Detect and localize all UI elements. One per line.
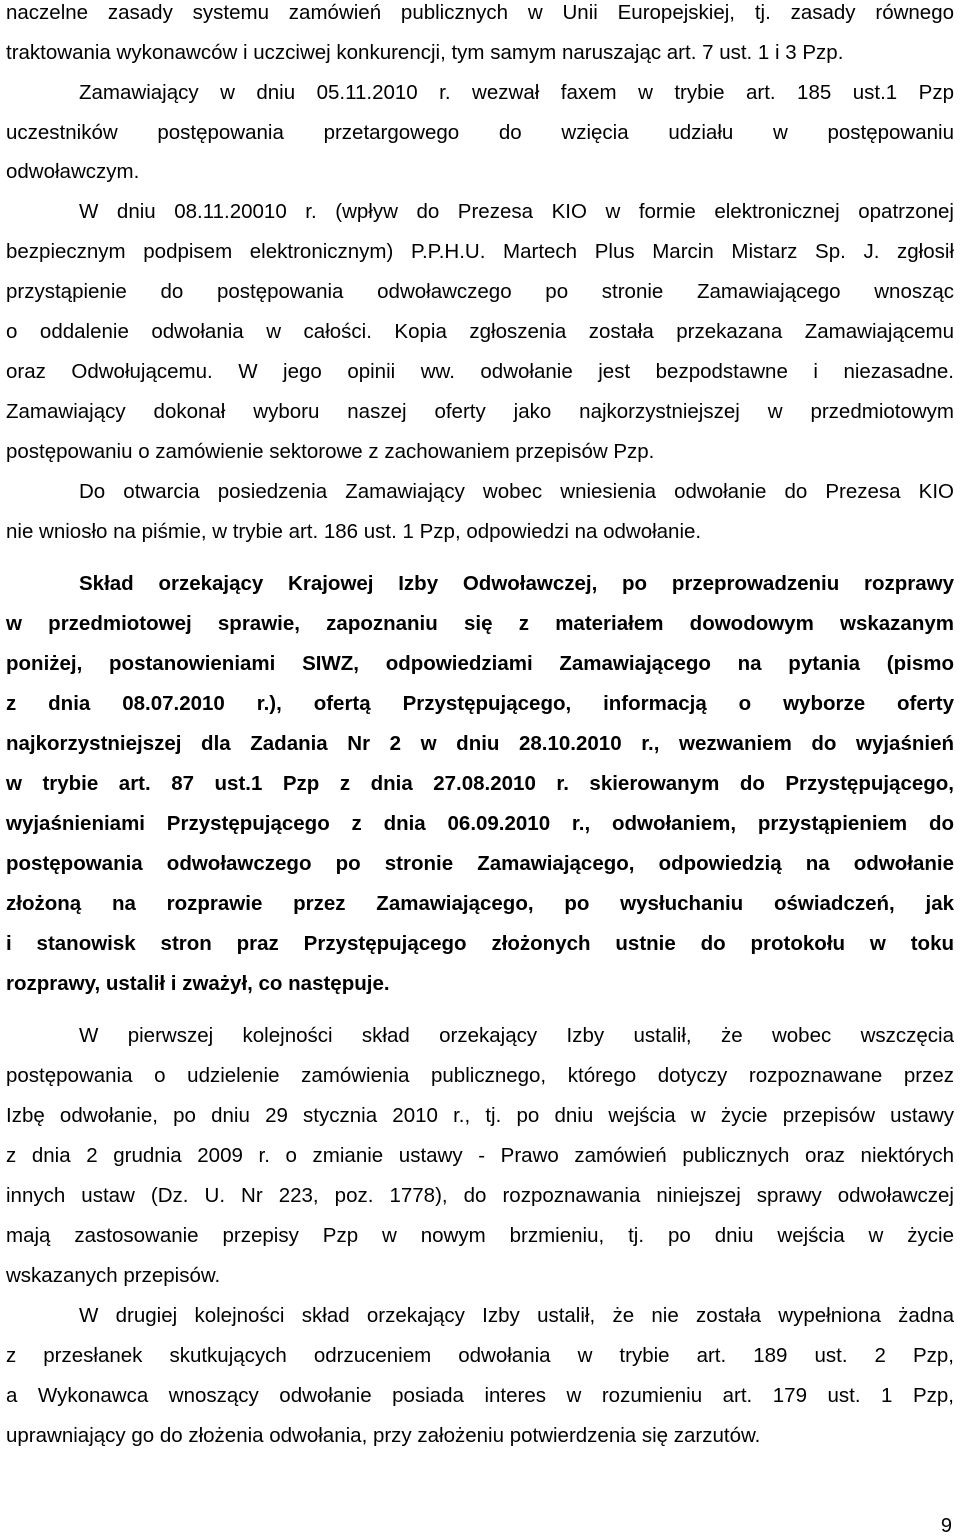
text-line: nie wniosło na piśmie, w trybie art. 186 ust. 1 Pzp, odpowiedzi na odwołanie.	[6, 520, 702, 543]
text-line: i stanowisk stron praz Przystępującego złożonych ustnie do protokołu w toku	[6, 932, 954, 955]
text-line: uczestników postępowania przetargowego do wzięcia udziału w postępowaniu	[6, 121, 954, 144]
text-line: Do otwarcia posiedzenia Zamawiający wobec wniesienia odwołanie do Prezesa KIO	[79, 480, 954, 503]
text-line: postępowania odwoławczego po stronie Zamawiającego, odpowiedzią na odwołanie	[6, 852, 954, 875]
text-line: najkorzystniejszej dla Zadania Nr 2 w dniu 28.10.2010 r., wezwaniem do wyjaśnień	[6, 732, 954, 755]
text-line: W pierwszej kolejności skład orzekający Izby ustalił, że wobec wszczęcia	[79, 1024, 954, 1047]
text-line: rozprawy, ustalił i zważył, co następuje.	[6, 972, 390, 995]
text-line: Zamawiający w dniu 05.11.2010 r. wezwał faxem w trybie art. 185 ust.1 Pzp	[79, 81, 954, 104]
text-line: o oddalenie odwołania w całości. Kopia zgłoszenia została przekazana Zamawiającemu	[6, 320, 954, 343]
text-line: odwoławczym.	[6, 160, 140, 183]
text-line: naczelne zasady systemu zamówień publicznych w Unii Europejskiej, tj. zasady równego	[6, 1, 954, 24]
text-line: z przesłanek skutkujących odrzuceniem odwołania w trybie art. 189 ust. 2 Pzp,	[6, 1344, 954, 1367]
text-line: mają zastosowanie przepisy Pzp w nowym brzmieniu, tj. po dniu wejścia w życie	[6, 1224, 954, 1247]
text-line: innych ustaw (Dz. U. Nr 223, poz. 1778), do rozpoznawania niniejszej sprawy odwoławczej	[6, 1184, 954, 1207]
text-line: W drugiej kolejności skład orzekający Izby ustalił, że nie została wypełniona żadna	[79, 1304, 954, 1327]
text-line: a Wykonawca wnoszący odwołanie posiada interes w rozumieniu art. 179 ust. 1 Pzp,	[6, 1384, 954, 1407]
page-number: 9	[940, 1515, 952, 1537]
text-line: oraz Odwołującemu. W jego opinii ww. odwołanie jest bezpodstawne i niezasadne.	[6, 360, 954, 383]
text-line: postępowania o udzielenie zamówienia publicznego, którego dotyczy rozpoznawane przez	[6, 1064, 954, 1087]
text-line: w przedmiotowej sprawie, zapoznaniu się z materiałem dowodowym wskazanym	[6, 612, 954, 635]
text-line: bezpiecznym podpisem elektronicznym) P.P.H.U. Martech Plus Marcin Mistarz Sp. J. zgłosił	[6, 240, 954, 263]
text-line: z dnia 08.07.2010 r.), ofertą Przystępującego, informacją o wyborze oferty	[6, 692, 954, 715]
text-line: uprawniający go do złożenia odwołania, przy założeniu potwierdzenia się zarzutów.	[6, 1424, 761, 1447]
text-line: wyjaśnieniami Przystępującego z dnia 06.09.2010 r., odwołaniem, przystąpieniem do	[6, 812, 954, 835]
text-line: Zamawiający dokonał wyboru naszej oferty jako najkorzystniejszej w przedmiotowym	[6, 400, 954, 423]
text-line: przystąpienie do postępowania odwoławczego po stronie Zamawiającego wnosząc	[6, 280, 954, 303]
text-line: Skład orzekający Krajowej Izby Odwoławczej, po przeprowadzeniu rozprawy	[79, 572, 954, 595]
text-line: Izbę odwołanie, po dniu 29 stycznia 2010 r., tj. po dniu wejścia w życie przepisów ustawy	[6, 1104, 954, 1127]
text-line: poniżej, postanowieniami SIWZ, odpowiedziami Zamawiającego na pytania (pismo	[6, 652, 954, 675]
text-line: w trybie art. 87 ust.1 Pzp z dnia 27.08.2010 r. skierowanym do Przystępującego,	[6, 772, 954, 795]
text-line: wskazanych przepisów.	[6, 1264, 221, 1287]
text-line: traktowania wykonawców i uczciwej konkurencji, tym samym naruszając art. 7 ust. 1 i 3 Pzp.	[6, 41, 844, 64]
text-line: złożoną na rozprawie przez Zamawiającego, po wysłuchaniu oświadczeń, jak	[6, 892, 954, 915]
text-line: z dnia 2 grudnia 2009 r. o zmianie ustawy - Prawo zamówień publicznych oraz niektórych	[6, 1144, 954, 1167]
text-line: W dniu 08.11.20010 r. (wpływ do Prezesa KIO w formie elektronicznej opatrzonej	[79, 200, 954, 223]
text-line: postępowaniu o zamówienie sektorowe z zachowaniem przepisów Pzp.	[6, 440, 655, 463]
